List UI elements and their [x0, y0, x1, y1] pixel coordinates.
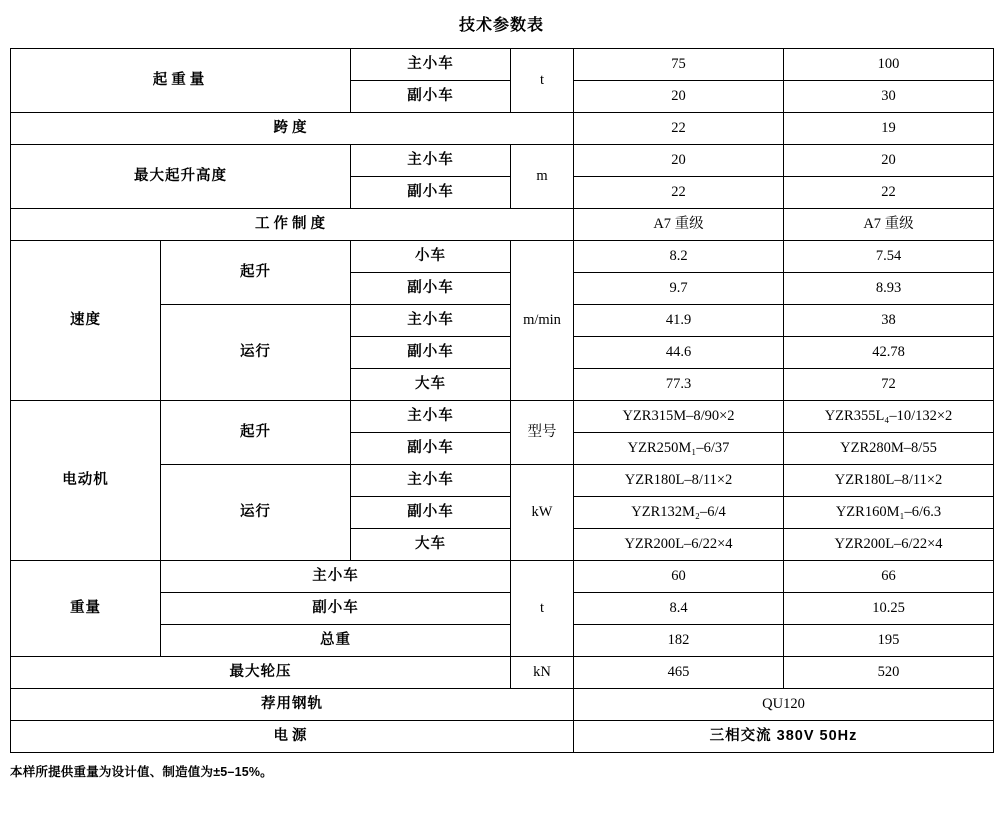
capacity-aux-trolley-label: 副小车 [351, 81, 511, 113]
span-a: 22 [574, 113, 784, 145]
speed-travel-main-a: 41.9 [574, 305, 784, 337]
table-row [11, 49, 994, 81]
speed-hoist-trolley-b: 7.54 [784, 241, 994, 273]
speed-travel-bridge-label: 大车 [351, 369, 511, 401]
duty-a: A7 重级 [574, 209, 784, 241]
capacity-aux-b: 30 [784, 81, 994, 113]
motor-unit-kw: kW [511, 465, 574, 561]
row-label-wheel-load: 最大轮压 [11, 657, 511, 689]
lift-main-a: 20 [574, 145, 784, 177]
lift-aux-b: 22 [784, 177, 994, 209]
table-row [11, 721, 994, 753]
row-label-weight: 重量 [11, 561, 161, 657]
capacity-main-b: 100 [784, 49, 994, 81]
speed-hoist-trolley-label: 小车 [351, 241, 511, 273]
motor-travel-main-b: YZR180L–8/11×2 [784, 465, 994, 497]
table-row [11, 401, 994, 433]
footnote: 本样所提供重量为设计值、制造值为±5–15%。 [10, 765, 273, 779]
speed-hoist-trolley-a: 8.2 [574, 241, 784, 273]
table-row [11, 145, 994, 177]
row-label-speed: 速度 [11, 241, 161, 401]
speed-travel-aux-b: 42.78 [784, 337, 994, 369]
weight-main-trolley-label: 主小车 [161, 561, 511, 593]
span-b: 19 [784, 113, 994, 145]
motor-travel-aux-label: 副小车 [351, 497, 511, 529]
weight-main-b: 66 [784, 561, 994, 593]
motor-hoist-aux-a: YZR250M₁–6/37 [574, 433, 784, 465]
rail-value: QU120 [574, 689, 994, 721]
row-label-motor: 电动机 [11, 401, 161, 561]
motor-travel-main-a: YZR180L–8/11×2 [574, 465, 784, 497]
weight-aux-trolley-label: 副小车 [161, 593, 511, 625]
motor-hoist-main-b: YZR355L₄–10/132×2 [784, 401, 994, 433]
wheel-load-a: 465 [574, 657, 784, 689]
weight-main-a: 60 [574, 561, 784, 593]
motor-hoist-main-a: YZR315M–8/90×2 [574, 401, 784, 433]
lift-aux-trolley-label: 副小车 [351, 177, 511, 209]
motor-travel-bridge-label: 大车 [351, 529, 511, 561]
speed-hoist-aux-label: 副小车 [351, 273, 511, 305]
table-row [11, 113, 994, 145]
row-label-power: 电源 [11, 721, 574, 753]
weight-total-b: 195 [784, 625, 994, 657]
motor-travel-main-label: 主小车 [351, 465, 511, 497]
speed-travel-main-label: 主小车 [351, 305, 511, 337]
wheel-load-b: 520 [784, 657, 994, 689]
motor-unit-model: 型号 [511, 401, 574, 465]
row-label-span: 跨度 [11, 113, 574, 145]
spec-table [10, 48, 994, 753]
motor-travel-aux-a: YZR132M₂–6/4 [574, 497, 784, 529]
speed-travel-bridge-a: 77.3 [574, 369, 784, 401]
weight-total-label: 总重 [161, 625, 511, 657]
motor-hoist-aux-label: 副小车 [351, 433, 511, 465]
lift-aux-a: 22 [574, 177, 784, 209]
lift-unit: m [511, 145, 574, 209]
lift-main-trolley-label: 主小车 [351, 145, 511, 177]
speed-travel-bridge-b: 72 [784, 369, 994, 401]
motor-hoist-label: 起升 [161, 401, 351, 465]
speed-unit: m/min [511, 241, 574, 401]
weight-aux-a: 8.4 [574, 593, 784, 625]
duty-b: A7 重级 [784, 209, 994, 241]
table-row [11, 689, 994, 721]
capacity-main-a: 75 [574, 49, 784, 81]
power-value: 三相交流 380V 50Hz [574, 721, 994, 753]
speed-travel-aux-a: 44.6 [574, 337, 784, 369]
motor-hoist-main-label: 主小车 [351, 401, 511, 433]
table-row [11, 561, 994, 593]
speed-travel-label: 运行 [161, 305, 351, 401]
row-label-lift-height: 最大起升高度 [11, 145, 351, 209]
table-row [11, 209, 994, 241]
motor-travel-bridge-b: YZR200L–6/22×4 [784, 529, 994, 561]
capacity-aux-a: 20 [574, 81, 784, 113]
capacity-main-trolley-label: 主小车 [351, 49, 511, 81]
speed-travel-aux-label: 副小车 [351, 337, 511, 369]
motor-travel-label: 运行 [161, 465, 351, 561]
row-label-rail: 荐用钢轨 [11, 689, 574, 721]
table-row [11, 241, 994, 273]
weight-total-a: 182 [574, 625, 784, 657]
speed-travel-main-b: 38 [784, 305, 994, 337]
lift-main-b: 20 [784, 145, 994, 177]
capacity-unit: t [511, 49, 574, 113]
speed-hoist-aux-b: 8.93 [784, 273, 994, 305]
speed-hoist-label: 起升 [161, 241, 351, 305]
weight-aux-b: 10.25 [784, 593, 994, 625]
row-label-capacity: 起重量 [11, 49, 351, 113]
table-row [11, 657, 994, 689]
motor-travel-bridge-a: YZR200L–6/22×4 [574, 529, 784, 561]
wheel-load-unit: kN [511, 657, 574, 689]
page-title: 技术参数表 [458, 17, 544, 34]
weight-unit: t [511, 561, 574, 657]
speed-hoist-aux-a: 9.7 [574, 273, 784, 305]
motor-travel-aux-b: YZR160M₁–6/6.3 [784, 497, 994, 529]
motor-hoist-aux-b: YZR280M–8/55 [784, 433, 994, 465]
row-label-duty: 工作制度 [11, 209, 574, 241]
